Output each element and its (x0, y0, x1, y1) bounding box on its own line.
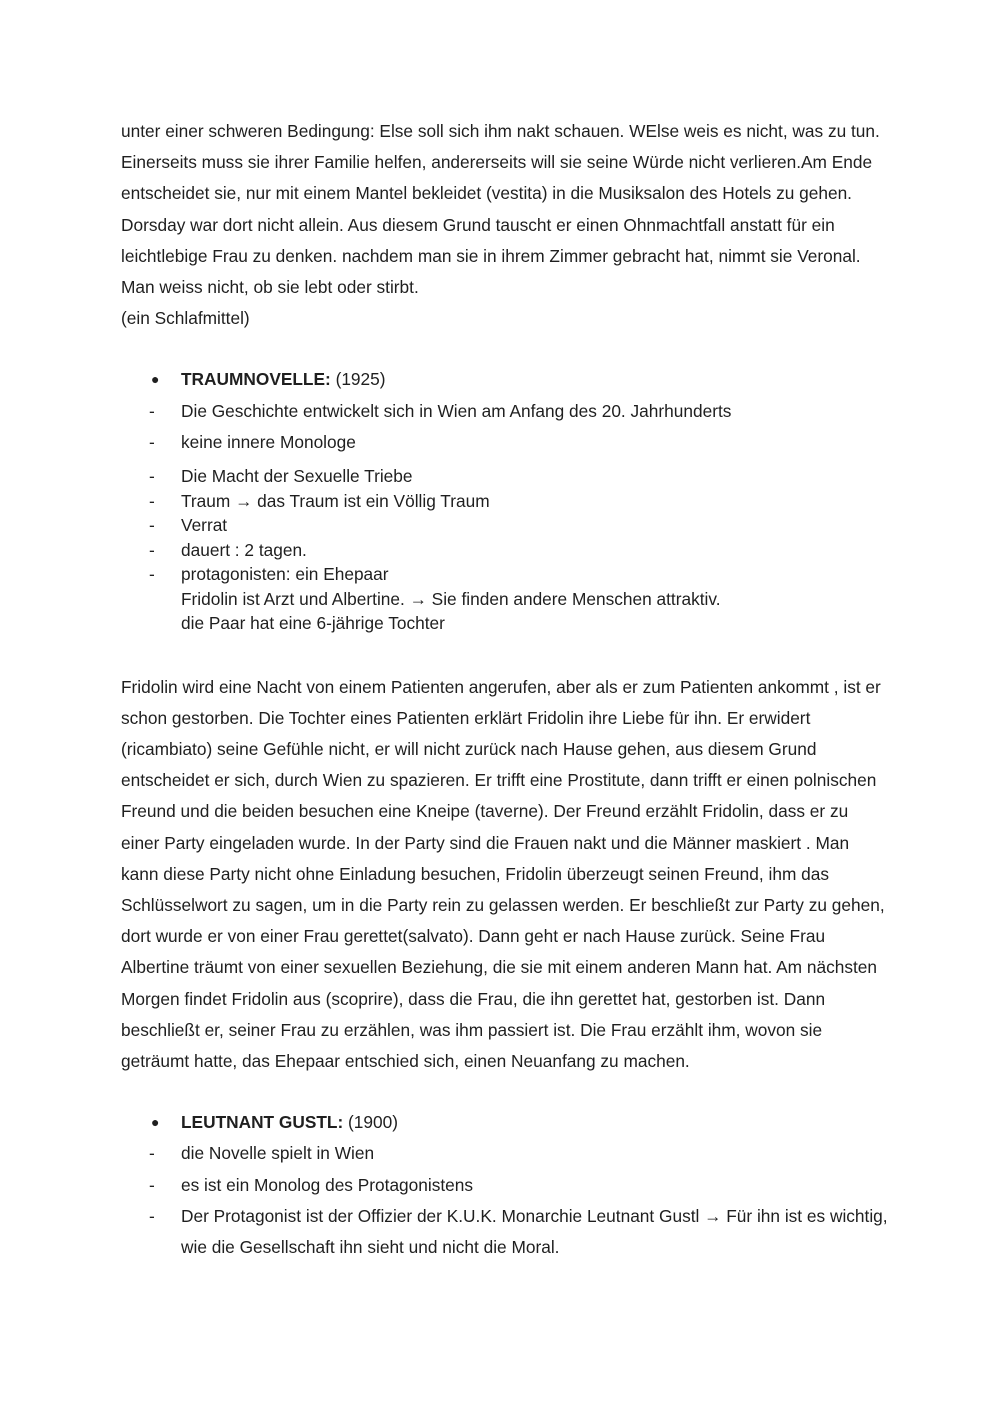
list-item-text: Traum → das Traum ist ein Völlig Traum (181, 490, 490, 511)
list-item-text: dauert : 2 tagen. (181, 539, 307, 560)
list-subline (121, 611, 891, 636)
list-item-text: Verrat (181, 515, 228, 536)
dash-marker: - (149, 564, 155, 585)
section-year: (1900) (343, 1112, 398, 1133)
list-item (121, 1201, 891, 1263)
list-item (121, 538, 891, 563)
dash-marker: - (149, 515, 155, 536)
bullet-icon: ● (151, 371, 160, 388)
list-item-text: protagonisten: ein Ehepaar (181, 564, 389, 585)
dash-marker: - (149, 1205, 155, 1226)
list-item (121, 396, 891, 427)
list-item-text: Der Protagonist ist der Offizier der K.U.K. Monarchie Leutnant Gustl → Für ihn ist es wichtig, wie die Gesellschaft ihn sieht und nicht die Moral. (181, 1205, 888, 1257)
dash-marker: - (149, 431, 155, 452)
section-title: LEUTNANT GUSTL: (181, 1112, 344, 1133)
list-item-text: die Novelle spielt in Wien (181, 1143, 375, 1164)
section-year: (1925) (330, 369, 386, 390)
dash-marker: - (149, 1174, 155, 1195)
list-item (121, 427, 891, 458)
dash-marker: - (149, 539, 155, 560)
list-item-text: Die Geschichte entwickelt sich in Wien am Anfang des 20. Jahrhunderts (181, 400, 732, 421)
section-traumnovelle (121, 364, 891, 635)
list-item (121, 489, 891, 514)
section-leutnant-gustl (121, 1107, 891, 1263)
intro-paragraph: unter einer schweren Bedingung: Else soll sich ihm nakt schauen. WElse weis es nicht, was zu tun. Einerseits muss sie ihrer Familie helfen, andererseits will sie seine Würde nicht verlieren.Am Ende entscheidet sie, nur mit einem Mantel bekleidet (vestita) in die Musiksalon des Hotels zu gehen. Dorsday war dort nicht allein. Aus diesem Grund tauscht er einen Ohnmachtfall anstatt für ein leichtlebige Frau zu denken. nachdem man sie in ihrem Zimmer gebracht hat, nimmt sie Veronal. Man weiss nicht, ob sie lebt oder stirbt. (121, 121, 880, 298)
section-title: TRAUMNOVELLE: (181, 369, 331, 390)
dash-marker: - (149, 400, 155, 421)
list-item (121, 513, 891, 538)
list-item-text: es ist ein Monolog des Protagonistens (181, 1174, 474, 1195)
list-item (121, 1170, 891, 1201)
dash-marker: - (149, 466, 155, 487)
list-subline (121, 587, 891, 612)
list-subline-text: die Paar hat eine 6-jährige Tochter (181, 613, 445, 634)
document-page (121, 116, 891, 1263)
intro-note: (ein Schlafmittel) (121, 308, 250, 329)
list-item-text: Die Macht der Sexuelle Triebe (181, 466, 413, 487)
list-item (121, 562, 891, 587)
bullet-icon: ● (151, 1114, 160, 1131)
list-item-text: keine innere Monologe (181, 431, 356, 452)
list-item (121, 1138, 891, 1169)
section-heading (121, 364, 891, 395)
section-heading (121, 1107, 891, 1138)
traumnovelle-paragraph: Fridolin wird eine Nacht von einem Patienten angerufen, aber als er zum Patienten ankommt , ist er schon gestorben. Die Tochter eines Patienten erklärt Fridolin ihre Liebe für ihn. Er erwidert (ricambiato) seine Gefühle nicht, er will nicht zurück nach Hause gehen, aus diesem Grund entscheidet er sich, durch Wien zu spazieren. Er trifft eine Prostitute, dann trifft er einen polnischen Freund und die beiden besuchen eine Kneipe (taverne). Der Freund erzählt Fridolin, dass er zu einer Party eingeladen wurde. In der Party sind die Frauen nakt und die Männer maskiert . Man kann diese Party nicht ohne Einladung besuchen, Fridolin überzeugt seinen Freund, ihm das Schlüsselwort zu sagen, um in die Party rein zu gelassen werden. Er beschließt zur Party zu gehen, dort wurde er von einer Frau gerettet(salvato). Dann geht er nach Hause zurück. Seine Frau Albertine träumt von einer sexuellen Beziehung, die sie mit einem anderen Mann hat. Am nächsten Morgen findet Fridolin aus (scoprire), dass die Frau, die ihn gerettet hat, gestorben ist. Dann beschließt er, seiner Frau zu erzählen, was ihm passiert ist. Die Frau erzählt ihm, wovon sie geträumt hatte, das Ehepaar entschied sich, einen Neuanfang zu machen. (121, 676, 885, 1071)
dash-marker: - (149, 490, 155, 511)
list-subline-text: Fridolin ist Arzt und Albertine. → Sie finden andere Menschen attraktiv. (181, 588, 721, 609)
list-item (121, 464, 891, 489)
dash-marker: - (149, 1143, 155, 1164)
